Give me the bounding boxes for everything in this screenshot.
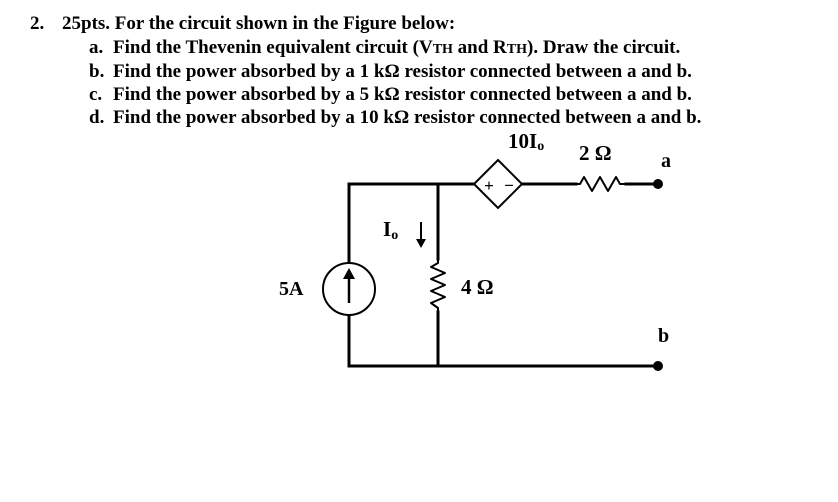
- resistor-4ohm-label: 4 Ω: [461, 275, 494, 299]
- question-d-letter: d.: [89, 107, 105, 128]
- current-io-label: Io: [383, 217, 399, 243]
- resistor-2ohm-label: 2 Ω: [579, 141, 612, 165]
- dependent-voltage-source: [474, 160, 522, 208]
- question-b-text: Find the power absorbed by a 1 kΩ resistor connected between a and b.: [113, 61, 692, 82]
- terminal-b-label: b: [658, 325, 670, 347]
- dep-source-minus: −: [504, 176, 514, 195]
- question-c-letter: c.: [89, 84, 103, 105]
- dep-source-label: 10Io: [508, 129, 545, 154]
- question-a-text-pre: Find the Thevenin equivalent circuit (V: [113, 37, 433, 58]
- question-a-rth-sub: TH: [506, 42, 528, 57]
- current-source: [323, 263, 375, 315]
- terminal-a-dot: [653, 179, 663, 189]
- resistor-4ohm: [431, 259, 445, 312]
- question-a-vth-sub: TH: [432, 42, 453, 57]
- current-source-label: 5A: [279, 278, 304, 300]
- question-d-text: Find the power absorbed by a 10 kΩ resistor connected between a and b.: [113, 107, 702, 128]
- current-io-arrow-icon: [416, 222, 426, 248]
- problem-heading: 25pts. For the circuit shown in the Figure below:: [62, 13, 456, 34]
- question-a-text-post: ). Draw the circuit.: [527, 37, 681, 58]
- question-a-letter: a.: [89, 37, 104, 58]
- question-b-letter: b.: [89, 61, 105, 82]
- question-a-text-mid: and R: [452, 37, 507, 58]
- resistor-2ohm: [576, 177, 626, 191]
- question-c-text: Find the power absorbed by a 5 kΩ resistor connected between a and b.: [113, 84, 692, 105]
- problem-number: 2.: [30, 13, 45, 34]
- dep-source-plus: +: [484, 176, 494, 195]
- terminal-a-label: a: [661, 150, 671, 172]
- terminal-b-dot: [653, 361, 663, 371]
